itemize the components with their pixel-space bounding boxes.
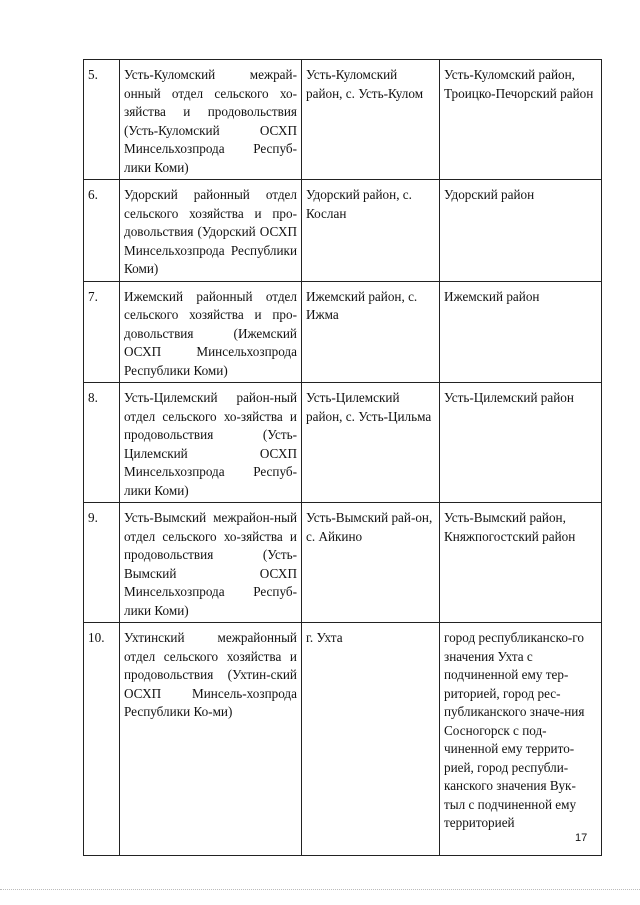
offices-table (83, 59, 602, 856)
office-location: Усть-Куломский район, с. Усть-Кулом (302, 60, 440, 180)
office-location: Усть-Цилемский район, с. Усть-Цильма (302, 383, 440, 503)
row-number: 5. (84, 60, 120, 180)
organization-name: Ухтинский межрайонный отдел сельского хозяйства и продовольствия (Ухтин-ский ОСХП Минсель-хозпрода Республики Ко-ми) (120, 623, 302, 856)
table-row (84, 60, 602, 180)
service-area: Усть-Вымский район, Княжпогостский район (440, 503, 602, 623)
office-location: Усть-Вымский рай-он, с. Айкино (302, 503, 440, 623)
organization-name: Усть-Куломский межрай-онный отдел сельского хо-зяйства и продовольствия (Усть-Куломский ОСХП Минсельхозпрода Респуб-лики Коми) (120, 60, 302, 180)
service-area: город республиканско-го значения Ухта с подчиненной ему тер-риторией, город рес-публиканского значе-ния Сосногорск с под-чиненной ему террито-рией, город республи-канского значения Вук-тыл с подчиненной ему территорией (440, 623, 602, 856)
page-number: 17 (575, 832, 588, 844)
organization-name: Удорский районный отдел сельского хозяйства и про-довольствия (Удорский ОСХП Минсельхозпрода Республики Коми) (120, 180, 302, 282)
row-number: 8. (84, 383, 120, 503)
organization-name: Усть-Вымский межрайон-ный отдел сельского хо-зяйства и продовольствия (Усть-Вымский ОСХП Минсельхозпрода Респуб-лики Коми) (120, 503, 302, 623)
organization-name: Ижемский районный отдел сельского хозяйства и про-довольствия (Ижемский ОСХП Минсельхозпрода Республики Коми) (120, 281, 302, 383)
office-location: Ижемский район, с. Ижма (302, 281, 440, 383)
service-area: Удорский район (440, 180, 602, 282)
table-row (84, 503, 602, 623)
organization-name: Усть-Цилемский район-ный отдел сельского хо-зяйства и продовольствия (Усть-Цилемский ОСХП Минсельхозпрода Респуб-лики Коми) (120, 383, 302, 503)
row-number: 7. (84, 281, 120, 383)
table-row (84, 180, 602, 282)
service-area: Усть-Цилемский район (440, 383, 602, 503)
row-number: 10. (84, 623, 120, 856)
row-number: 9. (84, 503, 120, 623)
service-area: Усть-Куломский район, Троицко-Печорский район (440, 60, 602, 180)
row-number: 6. (84, 180, 120, 282)
table-row (84, 623, 602, 856)
office-location: г. Ухта (302, 623, 440, 856)
table-row (84, 383, 602, 503)
page-bottom-divider (0, 889, 640, 890)
office-location: Удорский район, с. Кослан (302, 180, 440, 282)
table-row (84, 281, 602, 383)
service-area: Ижемский район (440, 281, 602, 383)
